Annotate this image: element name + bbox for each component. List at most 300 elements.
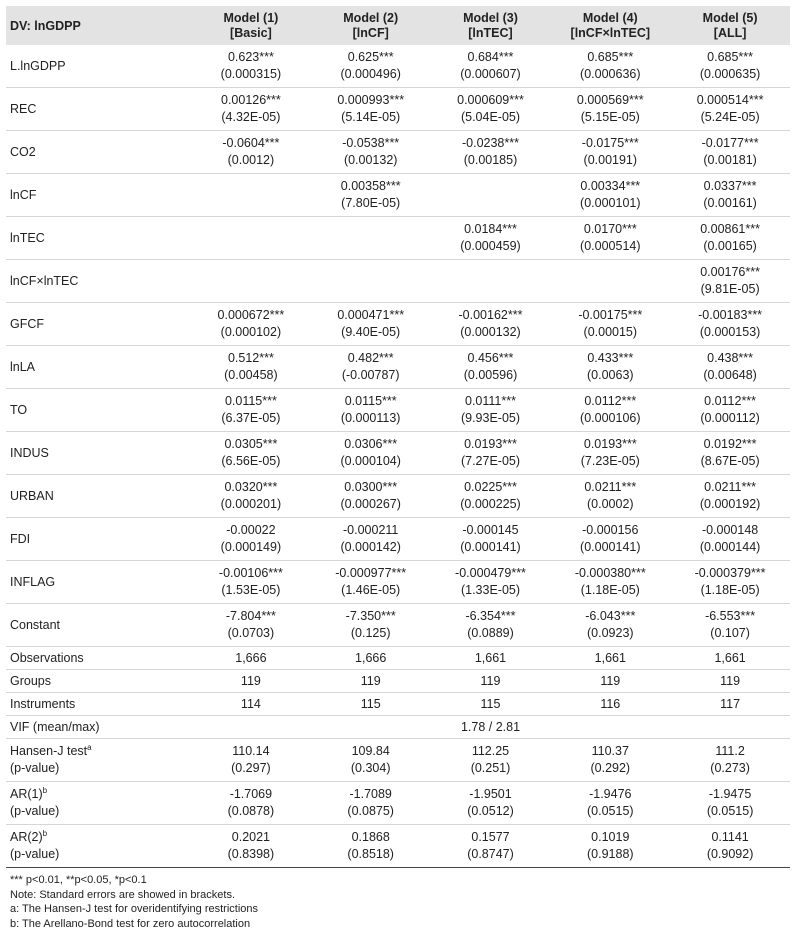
- standard-error: (0.00185): [463, 153, 518, 167]
- test-cell: [191, 782, 311, 825]
- coefficient-value: -0.00175***: [578, 308, 643, 322]
- standard-error: (0.00181): [703, 153, 757, 167]
- test-p-value: (0.251): [470, 761, 511, 775]
- test-statistic: 0.1868: [351, 830, 390, 844]
- standard-error: (0.00191): [583, 153, 638, 167]
- coefficient-cell: [670, 604, 790, 647]
- model-header: [670, 6, 790, 45]
- model-header: [550, 6, 670, 45]
- variable-label: GFCF: [10, 316, 45, 331]
- coefficient-cell: [550, 45, 670, 88]
- coefficient-value: 0.0115***: [224, 394, 277, 408]
- standard-error: (0.125): [350, 626, 391, 640]
- coefficient-cell: [670, 88, 790, 131]
- standard-error: (0.0012): [227, 153, 275, 167]
- standard-error: (9.93E-05): [460, 411, 521, 425]
- coefficient-value: -7.804***: [225, 609, 276, 623]
- standard-error: (7.27E-05): [460, 454, 521, 468]
- test-statistic: 0.1019: [591, 830, 630, 844]
- standard-error: (0.00458): [224, 368, 278, 382]
- statistic-row: [6, 647, 790, 670]
- coefficient-cell: [191, 174, 311, 217]
- coefficient-value: 0.000993***: [337, 93, 405, 107]
- table-notes: [6, 873, 790, 931]
- coefficient-cell: [191, 260, 311, 303]
- test-cell: [550, 825, 670, 868]
- standard-error: (1.18E-05): [580, 583, 640, 597]
- note-line: *** p<0.01, **p<0.05, *p<0.1: [10, 874, 147, 886]
- standard-error: (1.18E-05): [700, 583, 760, 597]
- coefficient-cell: [550, 432, 670, 475]
- coefficient-cell: [670, 518, 790, 561]
- test-p-value: (0.9188): [587, 847, 634, 861]
- coefficient-row: [6, 518, 790, 561]
- statistic-value: 1,661: [714, 650, 746, 665]
- standard-error: (5.15E-05): [580, 110, 640, 124]
- vif-label: VIF (mean/max): [10, 719, 100, 734]
- coefficient-cell: [431, 561, 551, 604]
- variable-label: L.lnGDPP: [10, 58, 66, 73]
- variable-label: URBAN: [10, 488, 54, 503]
- statistic-row: [6, 670, 790, 693]
- standard-error: (0.000635): [699, 67, 761, 81]
- variable-label: lnLA: [10, 359, 36, 374]
- model-header: [311, 6, 431, 45]
- coefficient-cell: [670, 260, 790, 303]
- test-row: [6, 825, 790, 868]
- coefficient-value: 0.00176***: [700, 265, 760, 279]
- coefficient-value: 0.0305***: [224, 437, 278, 451]
- standard-error: (0.00161): [703, 196, 757, 210]
- test-cell: [550, 782, 670, 825]
- coefficient-value: 0.000672***: [217, 308, 285, 322]
- variable-label: INDUS: [10, 445, 49, 460]
- standard-error: (0.0703): [227, 626, 275, 640]
- standard-error: (6.37E-05): [221, 411, 281, 425]
- coefficient-value: 0.0225***: [464, 480, 517, 494]
- variable-label: TO: [10, 402, 28, 417]
- test-label: [6, 739, 191, 782]
- model-spec: [lnCF×lnTEC]: [570, 26, 651, 40]
- test-statistic: 0.1577: [471, 830, 510, 844]
- coefficient-value: 0.482***: [347, 351, 394, 365]
- coefficient-value: 0.0192***: [703, 437, 757, 451]
- standard-error: (0.000101): [580, 196, 641, 210]
- test-statistic: -1.9501: [469, 787, 512, 801]
- statistic-label: Instruments: [10, 696, 76, 711]
- coefficient-value: 0.0337***: [703, 179, 757, 193]
- variable-label: REC: [10, 101, 37, 116]
- test-cell: [670, 825, 790, 868]
- statistic-value: 119: [360, 673, 381, 688]
- coefficient-cell: [311, 88, 431, 131]
- test-p-value: (0.297): [231, 761, 271, 775]
- test-cell: [670, 739, 790, 782]
- coefficient-row: [6, 604, 790, 647]
- test-p-value: (0.8747): [467, 847, 514, 861]
- standard-error: (4.32E-05): [221, 110, 281, 124]
- statistic-value: 119: [600, 673, 621, 688]
- standard-error: (0.000142): [340, 540, 401, 554]
- coefficient-value: -6.043***: [585, 609, 636, 623]
- coefficient-value: 0.00334***: [580, 179, 641, 193]
- coefficient-cell: [670, 303, 790, 346]
- coefficient-value: 0.0320***: [224, 480, 278, 494]
- test-label: [6, 782, 191, 825]
- coefficient-value: 0.0193***: [583, 437, 637, 451]
- footnote-marker: b: [42, 786, 48, 795]
- coefficient-value: 0.456***: [467, 351, 514, 365]
- standard-error: (0.000459): [460, 239, 521, 253]
- coefficient-cell: [311, 131, 431, 174]
- coefficient-value: 0.0211***: [584, 480, 637, 494]
- coefficient-value: 0.00358***: [340, 179, 401, 193]
- model-name: Model (4): [582, 11, 638, 25]
- test-cell: [311, 825, 431, 868]
- coefficient-value: -0.00183***: [698, 308, 763, 322]
- coefficient-value: -0.0604***: [222, 136, 280, 150]
- coefficient-cell: [431, 346, 551, 389]
- coefficient-cell: [431, 131, 551, 174]
- variable-label: INFLAG: [10, 574, 56, 589]
- statistic-value: 117: [720, 696, 741, 711]
- variable-label: Constant: [10, 617, 61, 632]
- model-spec: [lnTEC]: [468, 26, 513, 40]
- coefficient-value: -0.000211: [343, 523, 399, 537]
- standard-error: (0.0063): [587, 368, 634, 382]
- statistic-row: [6, 693, 790, 716]
- test-cell: [431, 825, 551, 868]
- test-row: [6, 739, 790, 782]
- statistic-value: 1,666: [235, 650, 267, 665]
- coefficient-cell: [191, 45, 311, 88]
- standard-error: (0.0923): [587, 626, 634, 640]
- coefficient-cell: [311, 217, 431, 260]
- standard-error: (-0.00787): [341, 368, 400, 382]
- coefficient-value: 0.685***: [707, 50, 754, 64]
- coefficient-value: 0.625***: [347, 50, 394, 64]
- statistic-label: Groups: [10, 673, 51, 688]
- coefficient-cell: [311, 604, 431, 647]
- standard-error: (5.04E-05): [460, 110, 521, 124]
- test-statistic: -1.7089: [349, 787, 392, 801]
- standard-error: (0.000149): [220, 540, 282, 554]
- standard-error: (0.000514): [580, 239, 641, 253]
- footnote-marker: b: [42, 829, 48, 838]
- coefficient-value: 0.0306***: [344, 437, 398, 451]
- test-cell: [191, 825, 311, 868]
- standard-error: (9.81E-05): [700, 282, 760, 296]
- statistic-label: Observations: [10, 650, 84, 665]
- statistic-value: 119: [480, 673, 501, 688]
- test-statistic: 110.37: [591, 744, 629, 758]
- test-statistic: -1.9475: [708, 787, 752, 801]
- coefficient-value: -0.0177***: [701, 136, 759, 150]
- test-p-value: (0.0515): [706, 804, 754, 818]
- coefficient-cell: [311, 561, 431, 604]
- table-body: [6, 45, 790, 868]
- coefficient-cell: [311, 432, 431, 475]
- standard-error: (0.000192): [699, 497, 761, 511]
- model-spec: [lnCF]: [352, 26, 389, 40]
- coefficient-cell: [550, 604, 670, 647]
- test-sublabel: (p-value): [10, 804, 60, 818]
- vif-row: [6, 716, 790, 739]
- coefficient-value: 0.512***: [227, 351, 274, 365]
- coefficient-row: [6, 475, 790, 518]
- standard-error: (1.46E-05): [341, 583, 401, 597]
- coefficient-cell: [311, 174, 431, 217]
- coefficient-cell: [191, 604, 311, 647]
- coefficient-value: 0.0112***: [584, 394, 637, 408]
- coefficient-cell: [550, 346, 670, 389]
- test-statistic: -1.9476: [589, 787, 632, 801]
- statistic-value: 115: [480, 696, 501, 711]
- standard-error: (0.000153): [699, 325, 761, 339]
- variable-label: lnTEC: [10, 230, 45, 245]
- model-spec: [Basic]: [230, 26, 272, 40]
- coefficient-row: [6, 45, 790, 88]
- coefficient-cell: [670, 174, 790, 217]
- coefficient-cell: [311, 45, 431, 88]
- coefficient-row: [6, 174, 790, 217]
- coefficient-cell: [550, 518, 670, 561]
- coefficient-cell: [191, 131, 311, 174]
- test-statistic: 111.2: [715, 744, 745, 758]
- standard-error: (6.56E-05): [221, 454, 281, 468]
- test-cell: [191, 739, 311, 782]
- test-label: [6, 825, 191, 868]
- standard-error: (7.80E-05): [341, 196, 401, 210]
- coefficient-value: 0.685***: [587, 50, 634, 64]
- test-p-value: (0.0515): [587, 804, 634, 818]
- coefficient-cell: [431, 475, 551, 518]
- coefficient-cell: [431, 518, 551, 561]
- standard-error: (0.0002): [587, 497, 634, 511]
- statistic-value: 1,661: [474, 650, 507, 665]
- statistic-value: 1,666: [355, 650, 387, 665]
- coefficient-cell: [191, 217, 311, 260]
- model-name: Model (5): [702, 11, 758, 25]
- coefficient-value: -0.000145: [462, 523, 519, 537]
- standard-error: (0.000102): [220, 325, 282, 339]
- coefficient-value: 0.0184***: [464, 222, 517, 236]
- coefficient-row: [6, 561, 790, 604]
- test-cell: [431, 782, 551, 825]
- coefficient-cell: [550, 475, 670, 518]
- test-name: AR(1): [10, 787, 43, 801]
- test-row: [6, 782, 790, 825]
- coefficient-cell: [670, 131, 790, 174]
- coefficient-value: 0.0211***: [704, 480, 757, 494]
- variable-label: FDI: [10, 531, 31, 546]
- standard-error: (0.00015): [583, 325, 638, 339]
- standard-error: (0.000113): [340, 411, 401, 425]
- statistic-value: 115: [360, 696, 381, 711]
- standard-error: (0.000112): [700, 411, 760, 425]
- coefficient-cell: [550, 174, 670, 217]
- coefficient-cell: [431, 604, 551, 647]
- model-name: Model (1): [223, 11, 279, 25]
- coefficient-value: -6.354***: [465, 609, 516, 623]
- coefficient-value: 0.623***: [227, 50, 274, 64]
- standard-error: (8.67E-05): [700, 454, 760, 468]
- standard-error: (1.33E-05): [460, 583, 521, 597]
- coefficient-cell: [670, 475, 790, 518]
- test-cell: [670, 782, 790, 825]
- test-statistic: 110.14: [232, 744, 270, 758]
- standard-error: (9.40E-05): [341, 325, 401, 339]
- coefficient-value: 0.0170***: [583, 222, 637, 236]
- coefficient-cell: [550, 131, 670, 174]
- test-cell: [311, 782, 431, 825]
- coefficient-cell: [311, 518, 431, 561]
- test-p-value: (0.0512): [467, 804, 514, 818]
- coefficient-value: -0.0238***: [461, 136, 519, 150]
- coefficient-cell: [311, 475, 431, 518]
- test-p-value: (0.304): [350, 761, 391, 775]
- coefficient-cell: [191, 518, 311, 561]
- coefficient-value: 0.0193***: [464, 437, 517, 451]
- coefficient-value: -0.00106***: [218, 566, 283, 580]
- standard-error: (7.23E-05): [580, 454, 640, 468]
- coefficient-cell: [431, 217, 551, 260]
- coefficient-cell: [550, 389, 670, 432]
- coefficient-cell: [431, 389, 551, 432]
- table-header-row: [6, 6, 790, 45]
- coefficient-row: [6, 389, 790, 432]
- test-cell: [431, 739, 551, 782]
- coefficient-cell: [431, 303, 551, 346]
- standard-error: (5.14E-05): [341, 110, 401, 124]
- model-name: Model (3): [463, 11, 518, 25]
- coefficient-value: 0.0111***: [465, 394, 516, 408]
- standard-error: (0.0889): [467, 626, 514, 640]
- standard-error: (0.00596): [463, 368, 518, 382]
- test-p-value: (0.0875): [347, 804, 394, 818]
- coefficient-value: -0.00162***: [458, 308, 523, 322]
- variable-label: CO2: [10, 144, 36, 159]
- test-p-value: (0.9092): [706, 847, 754, 861]
- coefficient-cell: [550, 88, 670, 131]
- coefficient-value: 0.433***: [587, 351, 634, 365]
- coefficient-value: -0.000977***: [335, 566, 407, 580]
- statistic-value: 116: [600, 696, 621, 711]
- coefficient-row: [6, 88, 790, 131]
- coefficient-row: [6, 131, 790, 174]
- coefficient-value: -0.000156: [582, 523, 639, 537]
- test-name: Hansen-J test: [10, 744, 88, 758]
- standard-error: (0.000496): [340, 67, 401, 81]
- coefficient-cell: [431, 260, 551, 303]
- coefficient-cell: [670, 389, 790, 432]
- coefficient-value: -0.000148: [701, 523, 759, 537]
- test-name: AR(2): [10, 830, 43, 844]
- standard-error: (0.000636): [580, 67, 641, 81]
- standard-error: (1.53E-05): [221, 583, 281, 597]
- coefficient-value: -6.553***: [705, 609, 756, 623]
- coefficient-cell: [670, 45, 790, 88]
- coefficient-cell: [431, 174, 551, 217]
- coefficient-value: 0.000609***: [457, 93, 524, 107]
- model-name: Model (2): [343, 11, 399, 25]
- regression-table-figure: [6, 6, 790, 931]
- coefficient-cell: [311, 260, 431, 303]
- standard-error: (0.107): [710, 626, 750, 640]
- standard-error: (0.000132): [460, 325, 521, 339]
- test-statistic: 0.1141: [711, 830, 749, 844]
- test-p-value: (0.8398): [227, 847, 275, 861]
- test-cell: [311, 739, 431, 782]
- coefficient-value: -0.0538***: [342, 136, 400, 150]
- coefficient-value: 0.000471***: [337, 308, 405, 322]
- standard-error: (0.000267): [340, 497, 401, 511]
- coefficient-row: [6, 260, 790, 303]
- statistic-value: 119: [720, 673, 741, 688]
- standard-error: (0.000607): [460, 67, 521, 81]
- coefficient-value: -0.0175***: [581, 136, 639, 150]
- test-statistic: 0.2021: [231, 830, 271, 844]
- standard-error: (0.000144): [699, 540, 761, 554]
- coefficient-value: -0.000379***: [694, 566, 766, 580]
- coefficient-cell: [670, 346, 790, 389]
- standard-error: (0.000104): [340, 454, 401, 468]
- test-statistic: 112.25: [471, 744, 510, 758]
- coefficient-row: [6, 346, 790, 389]
- vif-value: 1.78 / 2.81: [460, 719, 521, 734]
- standard-error: (0.000225): [460, 497, 521, 511]
- footnote-marker: a: [87, 743, 92, 752]
- coefficient-value: 0.00861***: [700, 222, 760, 236]
- variable-label: lnCF: [10, 187, 37, 202]
- standard-error: (0.000106): [580, 411, 641, 425]
- coefficient-cell: [191, 346, 311, 389]
- test-statistic: -1.7069: [229, 787, 273, 801]
- test-statistic: 109.84: [351, 744, 390, 758]
- statistic-value: 119: [240, 673, 261, 688]
- standard-error: (0.00132): [343, 153, 398, 167]
- coefficient-value: 0.000569***: [576, 93, 644, 107]
- coefficient-cell: [191, 475, 311, 518]
- test-sublabel: (p-value): [10, 847, 60, 861]
- coefficient-cell: [431, 88, 551, 131]
- model-header: [431, 6, 551, 45]
- coefficient-cell: [191, 561, 311, 604]
- coefficient-cell: [550, 260, 670, 303]
- test-cell: [550, 739, 670, 782]
- test-sublabel: (p-value): [10, 761, 60, 775]
- coefficient-value: -7.350***: [345, 609, 396, 623]
- standard-error: (0.00648): [703, 368, 757, 382]
- test-p-value: (0.0878): [227, 804, 275, 818]
- statistic-value: 114: [240, 696, 261, 711]
- coefficient-cell: [550, 217, 670, 260]
- coefficient-value: 0.00126***: [221, 93, 281, 107]
- test-name-line: [10, 829, 189, 846]
- coefficient-cell: [311, 303, 431, 346]
- statistic-value: 1,661: [594, 650, 626, 665]
- coefficient-value: 0.0300***: [344, 480, 398, 494]
- test-p-value: (0.292): [590, 761, 631, 775]
- coefficient-value: 0.000514***: [696, 93, 764, 107]
- test-name-line: [10, 743, 189, 760]
- standard-error: (5.24E-05): [700, 110, 760, 124]
- coefficient-row: [6, 432, 790, 475]
- coefficient-cell: [431, 432, 551, 475]
- coefficient-value: -0.000479***: [455, 566, 526, 580]
- note-line: a: The Hansen-J test for overidentifying restrictions: [10, 903, 259, 915]
- test-name-line: [10, 786, 189, 803]
